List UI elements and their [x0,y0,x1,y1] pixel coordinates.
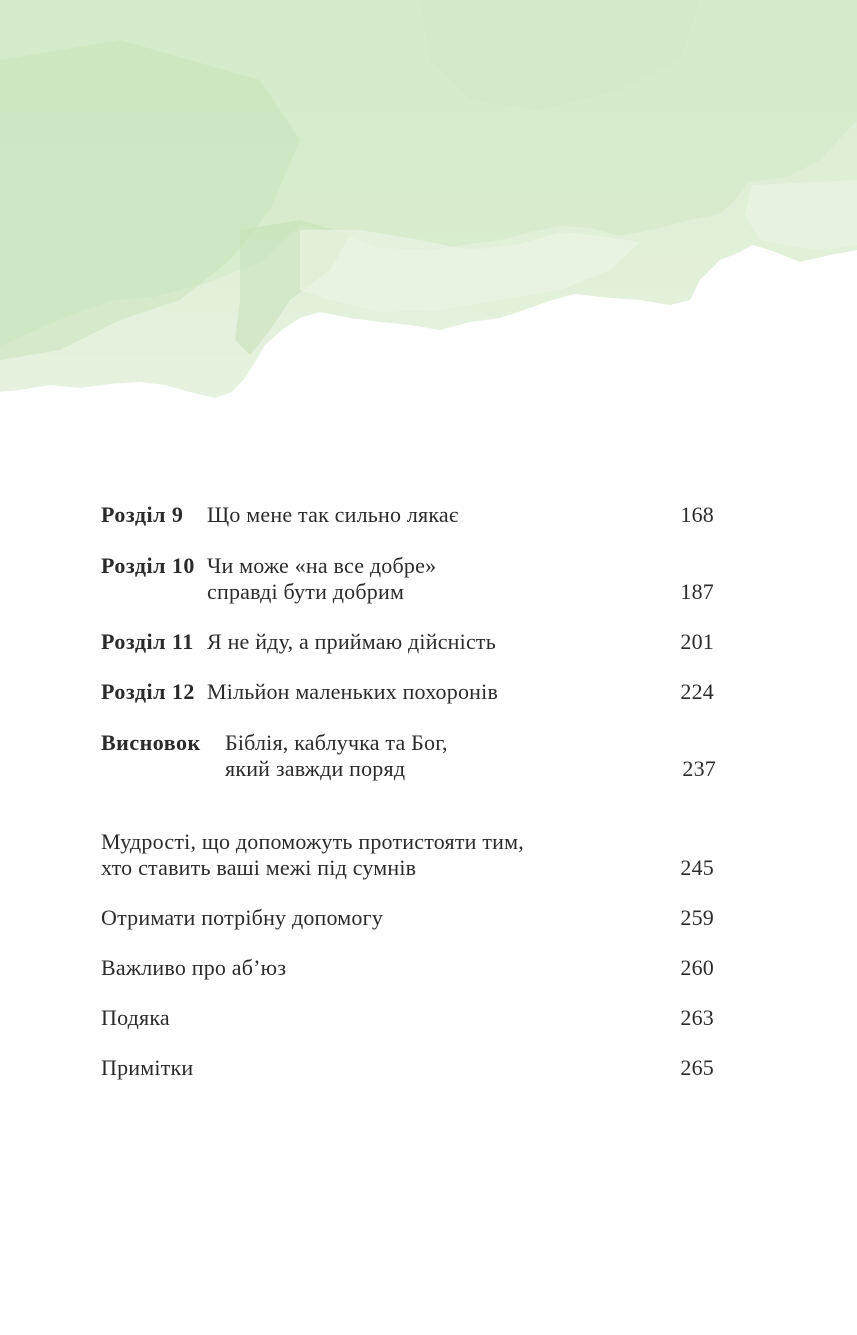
chapter-title [207,553,436,605]
page-number: 263 [680,1005,714,1030]
chapter-title [207,629,496,655]
toc-entry-chapter-11[interactable] [101,629,714,659]
chapter-label: Розділ 11 [101,629,194,654]
chapter-title [225,730,448,782]
page-number: 237 [682,756,716,781]
chapter-title-line: Чи може «на все добре» [207,553,437,578]
entry-title-line: Важливо про аб’юз [101,955,287,980]
toc-entry-chapter-10[interactable] [101,553,714,609]
page-number: 168 [680,502,714,527]
chapter-label: Розділ 9 [101,502,184,527]
chapter-title-line: справді бути добрим [207,579,405,604]
chapter-label: Розділ 12 [101,679,195,704]
chapter-label: Висновок [101,730,201,755]
entry-title [101,905,383,931]
entry-title [101,829,524,881]
page-number: 265 [680,1055,714,1080]
page-number: 245 [680,855,714,880]
entry-title-line: Мудрості, що допоможуть протистояти тим, [101,829,524,854]
toc-entry-conclusion[interactable] [101,730,714,786]
entry-title-line: Подяка [101,1005,170,1030]
entry-title-line: Примітки [101,1055,194,1080]
chapter-title-line: який завжди поряд [225,756,406,781]
chapter-title [207,679,498,705]
toc-entry-notes[interactable] [101,1055,714,1085]
page-number: 224 [680,679,714,704]
page-number: 259 [680,905,714,930]
entry-title [101,1055,193,1081]
toc-entry-abuse[interactable] [101,955,714,985]
entry-title-line: хто ставить ваші межі під сумнів [101,855,417,880]
toc-entry-acknowledgements[interactable] [101,1005,714,1035]
chapter-title-line: Біблія, каблучка та Бог, [225,730,448,755]
entry-title [101,955,286,981]
chapter-title-line: Що мене так сильно лякає [207,502,459,527]
chapter-title-line: Мільйон маленьких похоронів [207,679,499,704]
chapter-title-line: Я не йду, а приймаю дійсність [207,629,496,654]
toc-entry-chapter-12[interactable] [101,679,714,709]
entry-title [101,1005,170,1031]
toc-entry-chapter-9[interactable] [101,502,714,532]
chapter-label: Розділ 10 [101,553,195,578]
chapter-title [207,502,459,528]
entry-title-line: Отримати потрібну допомогу [101,905,384,930]
page-number: 187 [680,579,714,604]
toc-entry-get-help[interactable] [101,905,714,935]
page-number: 201 [680,629,714,654]
page-number: 260 [680,955,714,980]
toc-entry-wisdom[interactable] [101,829,714,885]
